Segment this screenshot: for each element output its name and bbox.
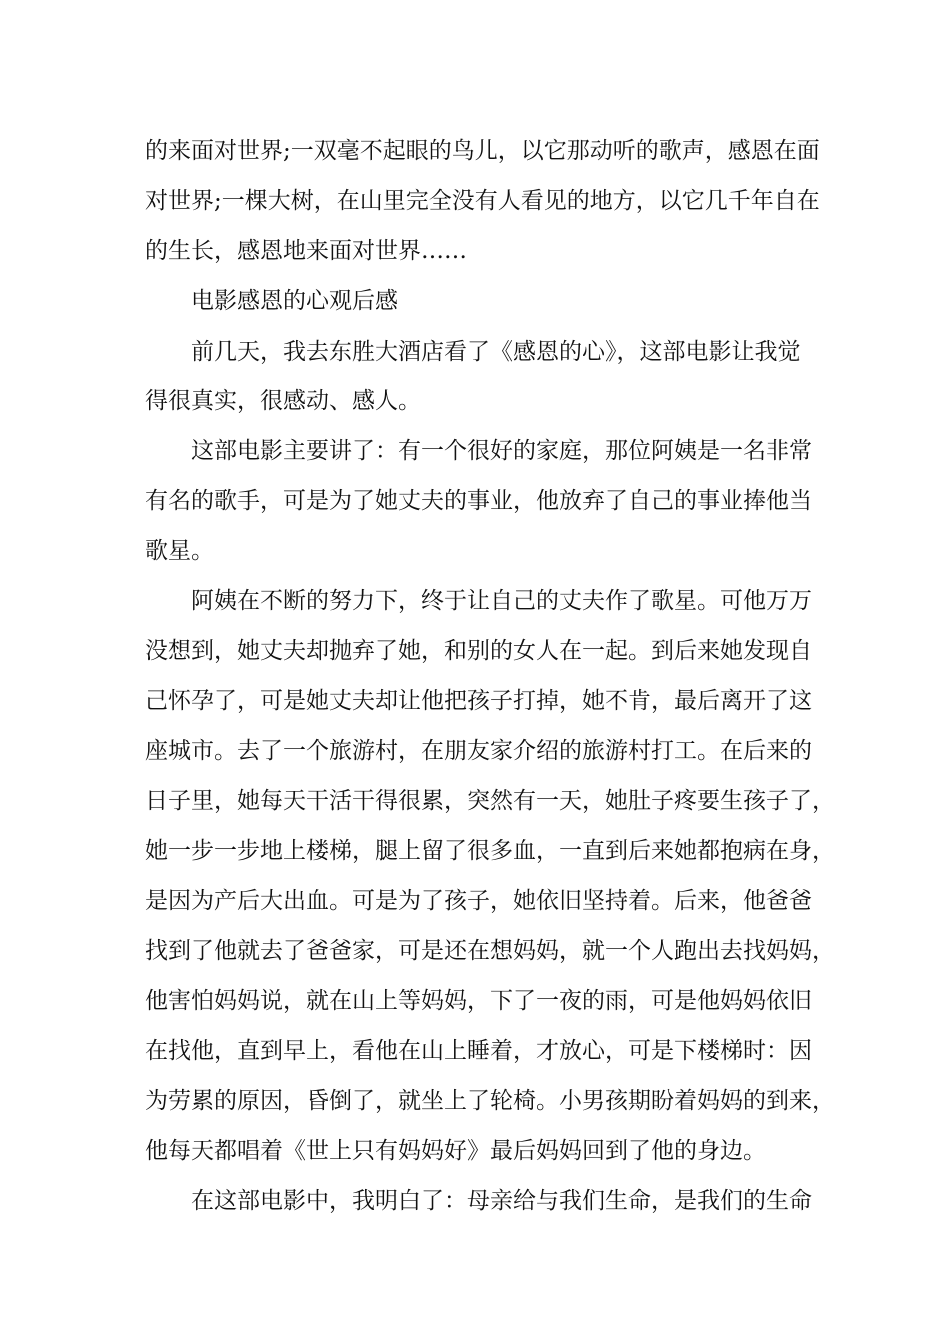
text-line: 在这部电影中，我明白了：母亲给与我们生命，是我们的生命 bbox=[191, 1188, 812, 1214]
text-line: 的来面对世界;一双毫不起眼的鸟儿，以它那动听的歌声，感恩在面 bbox=[145, 138, 820, 164]
text-line: 在找他，直到早上，看他在山上睡着，才放心，可是下楼梯时：因 bbox=[145, 1038, 812, 1064]
text-line: 得很真实，很感动、感人。 bbox=[145, 388, 421, 414]
text-line: 歌星。 bbox=[145, 538, 214, 564]
text-line: 她一步一步地上楼梯，腿上留了很多血，一直到后来她都抱病在身， bbox=[145, 838, 835, 864]
section-heading: 电影感恩的心观后感 bbox=[191, 288, 398, 314]
text-line: 日子里，她每天干活干得很累，突然有一天，她肚子疼要生孩子了， bbox=[145, 788, 835, 814]
text-line: 有名的歌手，可是为了她丈夫的事业，他放弃了自己的事业捧他当 bbox=[145, 488, 812, 514]
text-line: 座城市。去了一个旅游村，在朋友家介绍的旅游村打工。在后来的 bbox=[145, 738, 812, 764]
text-line: 的生长，感恩地来面对世界…… bbox=[145, 238, 467, 264]
text-line: 是因为产后大出血。可是为了孩子，她依旧坚持着。后来，他爸爸 bbox=[145, 888, 812, 914]
text-line: 对世界;一棵大树，在山里完全没有人看见的地方，以它几千年自在 bbox=[145, 188, 820, 214]
text-line: 找到了他就去了爸爸家，可是还在想妈妈，就一个人跑出去找妈妈， bbox=[145, 938, 835, 964]
text-line: 他害怕妈妈说，就在山上等妈妈，下了一夜的雨，可是他妈妈依旧 bbox=[145, 988, 812, 1014]
text-line: 前几天，我去东胜大酒店看了《感恩的心》，这部电影让我觉 bbox=[191, 339, 801, 365]
text-line: 这部电影主要讲了：有一个很好的家庭，那位阿姨是一名非常 bbox=[191, 438, 812, 464]
text-line: 为劳累的原因，昏倒了，就坐上了轮椅。小男孩期盼着妈妈的到来， bbox=[145, 1088, 835, 1114]
text-line: 没想到，她丈夫却抛弃了她，和别的女人在一起。到后来她发现自 bbox=[145, 638, 812, 664]
text-line: 己怀孕了，可是她丈夫却让他把孩子打掉，她不肯，最后离开了这 bbox=[145, 688, 812, 714]
text-line: 他每天都唱着《世上只有妈妈好》最后妈妈回到了他的身边。 bbox=[145, 1138, 766, 1164]
text-line: 阿姨在不断的努力下，终于让自己的丈夫作了歌星。可他万万 bbox=[191, 588, 812, 614]
